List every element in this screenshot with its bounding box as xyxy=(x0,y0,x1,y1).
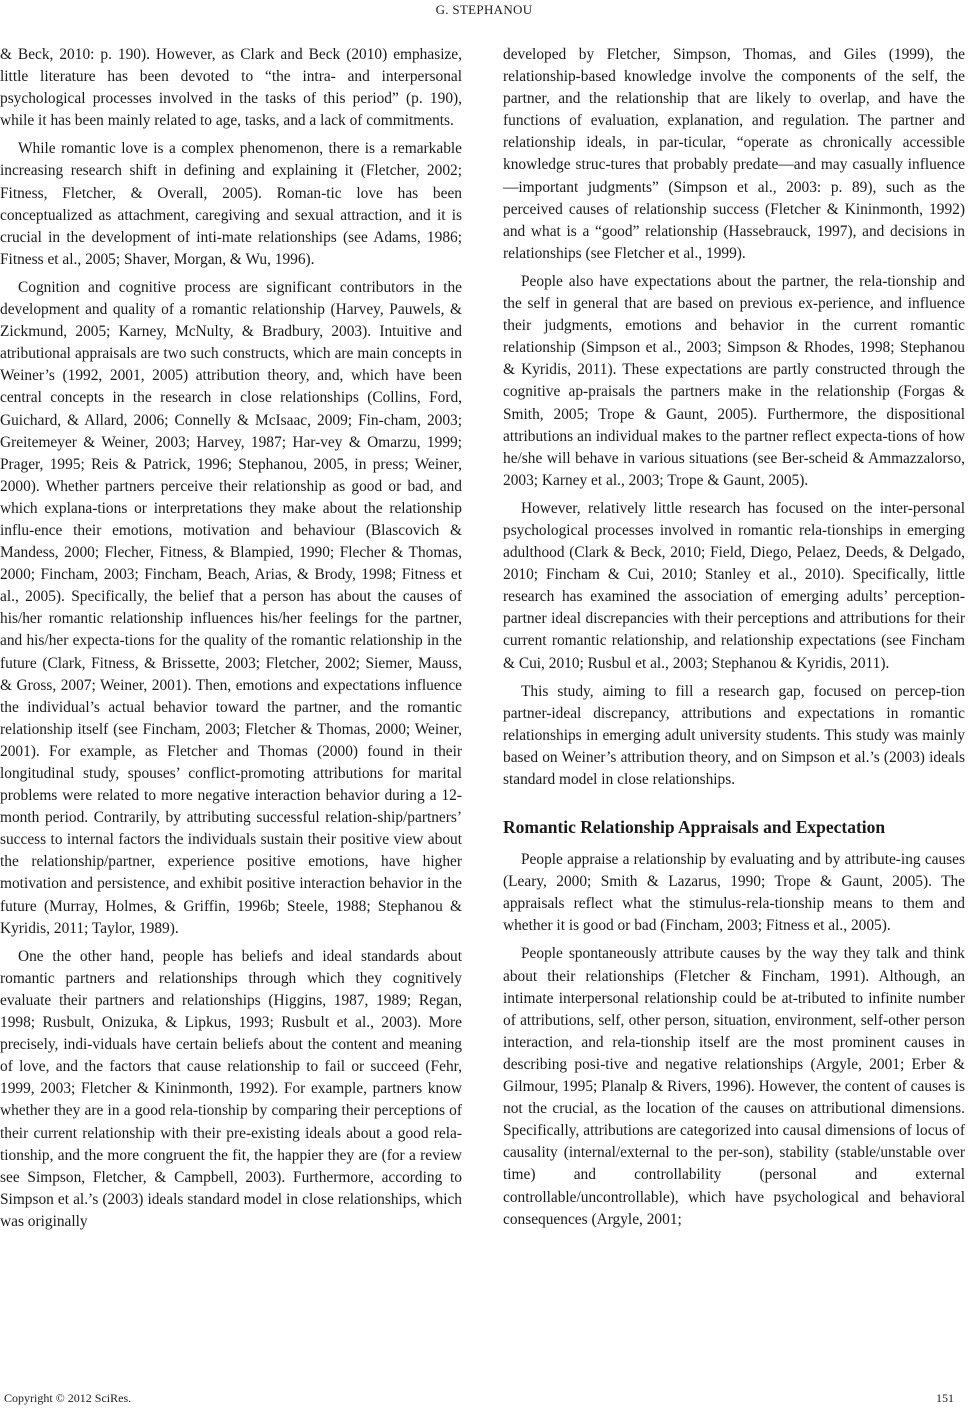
right-column xyxy=(503,44,965,1231)
paragraph: Cognition and cognitive process are significant contributors in the development and quality of a romantic relationship (Harvey, Pauwels, & Zickmund, 2005; Karney, McNulty, & Bradbury, 2003). Intuitive and atributional appraisals are two such constructs, which are main concepts in Weiner’s (1992, 2001, 2005) attribution theory, and, which have been central concepts in the research in close relationships (Collins, Ford, Guichard, & Allard, 2006; Connelly & McIsaac, 2009; Fin-cham, 2003; Greitemeyer & Weiner, 2003; Harvey, 1987; Har-vey & Omarzu, 1999; Prager, 1995; Reis & Patrick, 1996; Stephanou, 2005, in press; Weiner, 2000). Whether partners perceive their relationship as good or bad, and which explana-tions or interpretations they make about the relationship influ-ence their emotions, motivation and behaviour (Blascovich & Mandess, 2000; Flecher, Fitness, & Blampied, 1990; Flecher & Thomas, 2000; Fincham, 2003; Fincham, Beach, Arias, & Brody, 1998; Fitness et al., 2005). Specifically, the belief that a person has about the causes of his/her romantic relationship influences his/her feelings for the partner, and his/her expecta-tions for the quality of the romantic relationship in the future (Clark, Fitness, & Brissette, 2003; Fletcher, 2002; Siemer, Mauss, & Gross, 2007; Weiner, 2001). Then, emotions and expectations influence the individual’s actual behavior toward the partner, and the romantic relationship itself (see Fincham, 2003; Fletcher & Thomas, 2000; Weiner, 2001). For example, as Fletcher and Thomas (2000) found in their longitudinal study, spouses’ conflict-promoting attributions for marital problems were related to more negative interaction behavior during a 12-month period. Contrarily, by attributing successful relation-ship/partners’ success to internal factors the individuals sustain their positive view about the relationship/partner, experience positive emotions, have higher motivation and persistence, and exhibit positive interaction behavior in the future (Murray, Holmes, & Griffin, 1996b; Steele, 1988; Stephanou & Kyridis, 2011; Taylor, 1989). xyxy=(0,278,462,937)
paragraph: People appraise a relationship by evaluating and by attribute-ing causes (Leary, 2000; Smith & Lazarus, 1990; Trope & Gaunt, 2005). The appraisals reflect what the stimulus-rela-tionship means to them and whether it is good or bad (Fincham, 2003; Fitness et al., 2005). xyxy=(503,851,965,935)
section-heading: Romantic Relationship Appraisals and Expectation xyxy=(503,817,886,838)
paragraph: developed by Fletcher, Simpson, Thomas, and Giles (1999), the relationship-based knowledge involve the components of the self, the partner, and the relationship that are likely to overlap, and have the functions of evaluation, explanation, and regulation. The partner and relationship ideals, in par-ticular, “operate as chronically accessible knowledge struc-tures that probably predate—and may casually influence—important judgments” (Simpson et al., 2003: p. 89), such as the perceived causes of relationship success (Fletcher & Kininmonth, 1992) and what is a “good” relationship (Hassebrauck, 1997), and decisions in relationships (see Fletcher et al., 1999). xyxy=(503,46,965,262)
paragraph: However, relatively little research has focused on the inter-personal psychological processes involved in romantic rela-tionships in emerging adulthood (Clark & Beck, 2010; Field, Diego, Pelaez, Deeds, & Delgado, 2010; Fincham & Cui, 2010; Stanley et al., 2010). Specifically, little research has examined the association of emerging adults’ perception-partner ideal discrepancies with their perceptions and attributions for their current romantic relationship, and relationship expectations (see Fincham & Cui, 2010; Rusbul et al., 2003; Stephanou & Kyridis, 2011). xyxy=(503,499,965,672)
left-column xyxy=(0,44,462,1233)
page-number: 151 xyxy=(936,1391,954,1405)
running-head: G. STEPHANOU xyxy=(435,2,533,17)
paragraph: This study, aiming to fill a research gap, focused on percep-tion partner-ideal discrepancy, attributions and expectations in romantic relationships in emerging adult university students. This study was mainly based on Weiner’s attribution theory, and on Simpson et al.’s (2003) ideals standard model in close relationships. xyxy=(503,682,965,788)
paragraph: One the other hand, people has beliefs and ideal standards about romantic partners and relationships through which they cognitively evaluate their partners and relationships (Higgins, 1987, 1989; Regan, 1998; Rusbult, Onizuka, & Lipkus, 1993; Rusbult et al., 2003). More precisely, indi-viduals have certain beliefs about the content and meaning of love, and the factors that cause relationship to fail or succeed (Fehr, 1999, 2003; Fletcher & Kininmonth, 1992). For example, partners know whether they are in a good rela-tionship by comparing their perceptions of their current relationship with their pre-existing ideals about a good rela-tionship, and the more congruent the fit, the happier they are (for a review see Simpson, Fletcher, & Campbell, 2003). Furthermore, according to Simpson et al.’s (2003) ideals standard model in close relationships, which was originally xyxy=(0,947,462,1230)
paragraph: People also have expectations about the partner, the rela-tionship and the self in general that are based on previous ex-perience, and influence their judgments, emotions and behavior in the current romantic relationship (Simpson et al., 2003; Simpson & Rhodes, 1998; Stephanou & Kyridis, 2011). These expectations are partly constructed through the cognitive ap-praisals the partners make in the relationship (Forgas & Smith, 2005; Trope & Gaunt, 2005). Furthermore, the dispositional attributions an individual makes to the partner reflect expecta-tions of how he/she will behave in various situations (see Ber-scheid & Ammazzalorso, 2003; Karney et al., 2003; Trope & Gaunt, 2005). xyxy=(503,272,965,489)
paragraph: & Beck, 2010: p. 190). However, as Clark and Beck (2010) emphasize, little literature has been devoted to “the intra- and interpersonal psychological processes involved in the tasks of this period” (p. 190), while it has been mainly related to age, tasks, and a lack of commitments. xyxy=(0,46,462,130)
copyright-notice: Copyright © 2012 SciRes. xyxy=(4,1391,132,1405)
paragraph: People spontaneously attribute causes by the way they talk and think about their relationships (Fletcher & Fincham, 1991). Although, an intimate interpersonal relationship could be at-tributed to infinite number of attributions, self, other person, situation, environment, self-other person interaction, and rela-tionship itself are the most prominent causes in describing posi-tive and negative relationships (Argyle, 2001; Erber & Gilmour, 1995; Planalp & Rivers, 1996). However, the content of causes is not the crucial, as the location of the causes on attributional dimensions. Specifically, attributions are categorized into causal dimensions of locus of causality (internal/external to the per-son), stability (stable/unstable over time) and controllability (personal and external controllable/uncontrollable), which have psychological and behavioral consequences (Argyle, 2001; xyxy=(503,945,965,1228)
paragraph: While romantic love is a complex phenomenon, there is a remarkable increasing research shift in defining and explaining it (Fletcher, 2002; Fitness, Fletcher, & Overall, 2005). Roman-tic love has been conceptualized as attachment, caregiving and sexual attraction, and it is crucial in the development of inti-mate relationships (see Adams, 1986; Fitness et al., 2005; Shaver, Morgan, & Wu, 1996). xyxy=(0,140,462,268)
